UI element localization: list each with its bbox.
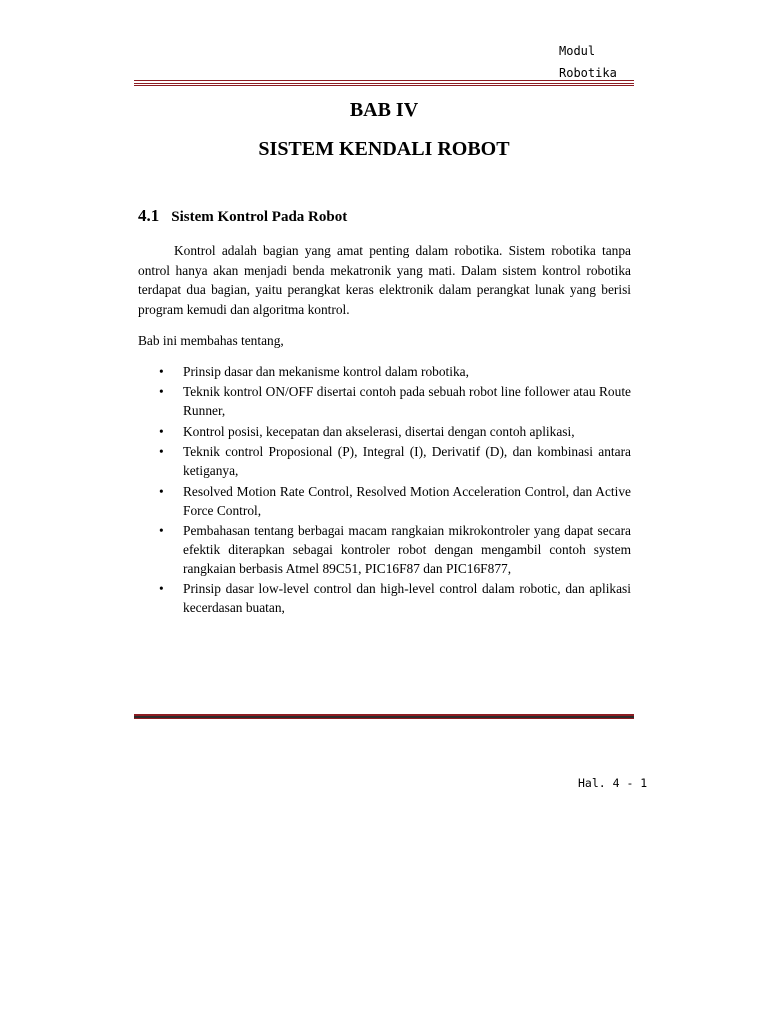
list-item-text: Resolved Motion Rate Control, Resolved Motion Acceleration Control, dan Active Force Control, xyxy=(183,483,631,518)
section-heading xyxy=(138,206,347,226)
list-item xyxy=(138,521,631,578)
chapter-number: BAB IV xyxy=(349,99,419,121)
intro-paragraph: Kontrol adalah bagian yang amat penting dalam robotika. Sistem robotika tanpa ontrol hanya akan menjadi benda mekatronik yang mati. Dalam sistem kontrol robotika terdapat dua bagian, yaitu perangkat keras elektronik dalam perangkat lunak yang berisi program kemudi dan algoritma kontrol. xyxy=(138,243,631,317)
list-item-text: Pembahasan tentang berbagai macam rangkaian mikrokontroler yang dapat secara efektik diterapkan sebagai kontroler robot dengan mengambil contoh system rangkaian berbasis Atmel 89C51, PIC16F87 dan PIC16F877, xyxy=(183,522,631,576)
header-rule xyxy=(134,85,634,86)
list-item xyxy=(138,579,631,617)
section-title: Sistem Kontrol Pada Robot xyxy=(171,209,348,225)
header-rule xyxy=(134,80,634,81)
bullet-icon: • xyxy=(159,522,164,538)
list-item xyxy=(138,442,631,480)
footer-rule xyxy=(134,718,634,719)
list-item-text: Kontrol posisi, kecepatan dan akselerasi, disertai dengan contoh aplikasi, xyxy=(183,423,575,439)
list-item xyxy=(138,382,631,420)
list-item xyxy=(138,422,631,441)
header-subject-label: Robotika xyxy=(559,66,617,80)
bullet-icon: • xyxy=(159,444,164,460)
list-item xyxy=(138,482,631,520)
running-header xyxy=(559,40,617,84)
list-item-text: Teknik control Proposional (P), Integral (I), Derivatif (D), dan kombinasi antara ketiganya, xyxy=(183,444,631,479)
list-item xyxy=(138,362,631,381)
section-number: 4.1 xyxy=(138,206,160,225)
bullet-icon: • xyxy=(159,423,164,439)
page-number: Hal. 4 - 1 xyxy=(578,776,648,790)
bullet-icon: • xyxy=(159,364,164,379)
bullet-icon: • xyxy=(159,483,164,499)
topic-list xyxy=(138,362,631,619)
chapter-title: SISTEM KENDALI ROBOT xyxy=(258,138,510,160)
bullet-icon: • xyxy=(159,384,164,400)
header-rule xyxy=(134,83,634,84)
header-module-label: Modul xyxy=(559,44,596,58)
list-intro-paragraph: Bab ini membahas tentang, xyxy=(138,333,284,348)
list-item-text: Prinsip dasar low-level control dan high-level control dalam robotic, dan aplikasi kecerdasan buatan, xyxy=(183,581,631,616)
list-item-text: Teknik kontrol ON/OFF disertai contoh pada sebuah robot line follower atau Route Runner, xyxy=(183,384,631,419)
list-item-text: Prinsip dasar dan mekanisme kontrol dalam robotika, xyxy=(183,364,469,379)
bullet-icon: • xyxy=(159,581,164,597)
